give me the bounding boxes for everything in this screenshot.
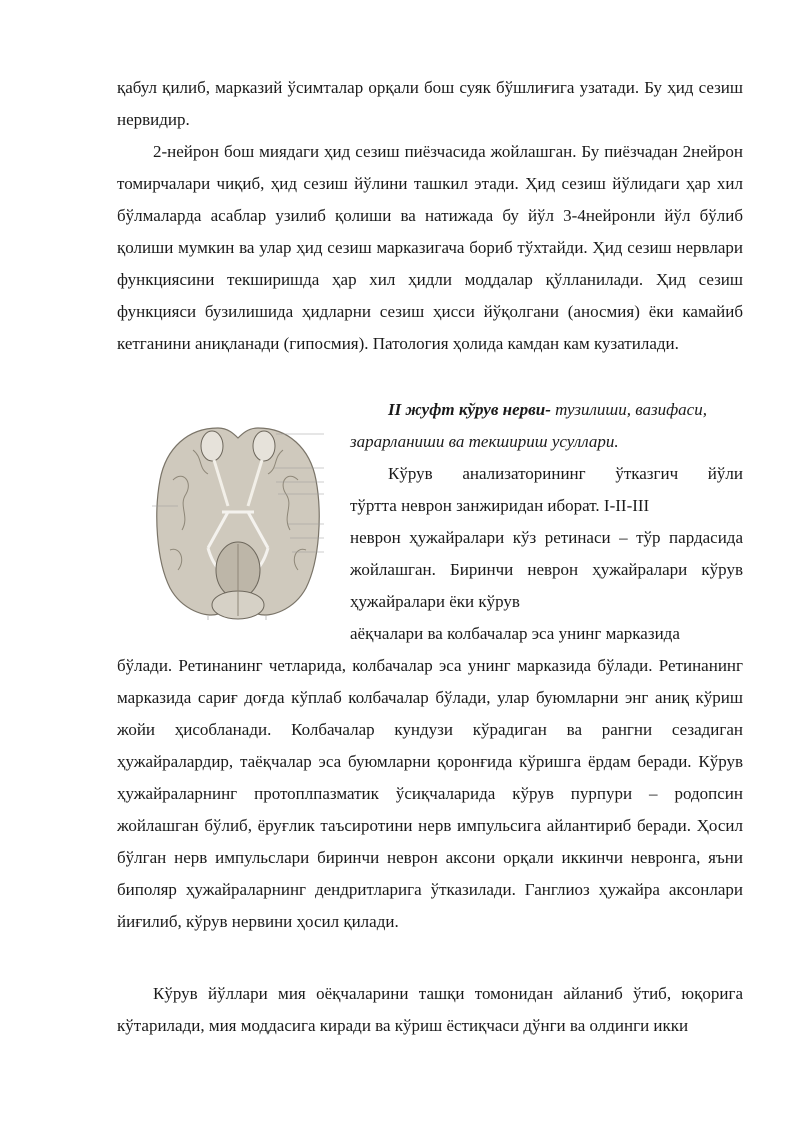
paragraph-olfactory: 2-нейрон бош миядаги ҳид сезиш пиёзчасида жойлашган. Бу пиёзчадан 2нейрон томирчалари чиқиб, ҳид сезиш йўлини ташкил этади. Ҳид сезиш йўлидаги ҳар хил бўлмаларда асаблар узилиб қолиши ва натижада бу йўл 3-4нейронли йўл бўлиб қолиши мумкин ва улар ҳид сезиш марказигача бориб тўхтайди. Ҳид сезиш нервлари функциясини текширишда ҳар хил ҳидли моддалар қўлланилади. Ҳид сезиш функцияси бузилишида ҳидларни сезиш ҳисси йўқолгани (аносмия) ёки камайиб кетганини аниқланади (гипосмия). Патология ҳолида камдан кам кузатилади. bbox=[117, 142, 743, 353]
side-text-1: Кўрув анализаторининг ўтказгич йўли bbox=[388, 464, 743, 483]
paragraph-visual-pathways: Кўрув йўллари мия оёқчаларини ташқи томонидан айланиб ўтиб, юқорига кўтарилади, мия моддасига киради ва кўриш ёстиқчаси дўнги ва олдинги икки bbox=[117, 984, 743, 1035]
brain-base-illustration bbox=[148, 420, 328, 620]
side-text-3: неврон ҳужайралари кўз ретинаси – тўр пардасида жойлашган. Биринчи неврон ҳужайралари кўрув ҳужайралари ёки кўрув bbox=[350, 528, 743, 611]
side-text-2: тўртта неврон занжиридан иборат. I-II-III bbox=[350, 496, 650, 515]
heading-bold: II жуфт кўрув нерви- bbox=[388, 400, 551, 419]
paragraph-intro: қабул қилиб, марказий ўсимталар орқали бош суяк бўшлиғига узатади. Бу ҳид сезиш нервидир. bbox=[117, 78, 743, 129]
heading-continuation: зарарланиши ва текшириш усуллари. bbox=[350, 432, 619, 451]
heading-italic-1: тузилиши, вазифаси, bbox=[550, 400, 707, 419]
section-heading bbox=[388, 394, 707, 426]
paragraph-retina: бўлади. Ретинанинг четларида, колбачалар эса унинг марказида бўлади. Ретинанинг марказида сариғ доғда кўплаб колбачалар бўлади, улар буюмларни энг аниқ кўриш жойи ҳисобланади. Колбачалар кундузи кўрадиган ва рангни сезадиган ҳужайралардир, таёқчалар эса буюмларни қоронғида кўришга ёрдам беради. Кўрув ҳужайраларнинг протоплпазматик ўсиқчаларида кўрув пурпури – родопсин жойлашган бўлиб, ёруғлик таъсиротини нерв импульсига айлантириб беради. Ҳосил бўлган нерв импульслари биринчи неврон аксони орқали иккинчи невронга, яъни биполяр ҳужайраларнинг дендритларига ўтказилади. Ганглиоз ҳужайра аксонлари йиғилиб, кўрув нервини ҳосил қилади. bbox=[117, 656, 743, 931]
side-text-4: аёқчалари ва колбачалар эса унинг марказида bbox=[350, 624, 680, 643]
